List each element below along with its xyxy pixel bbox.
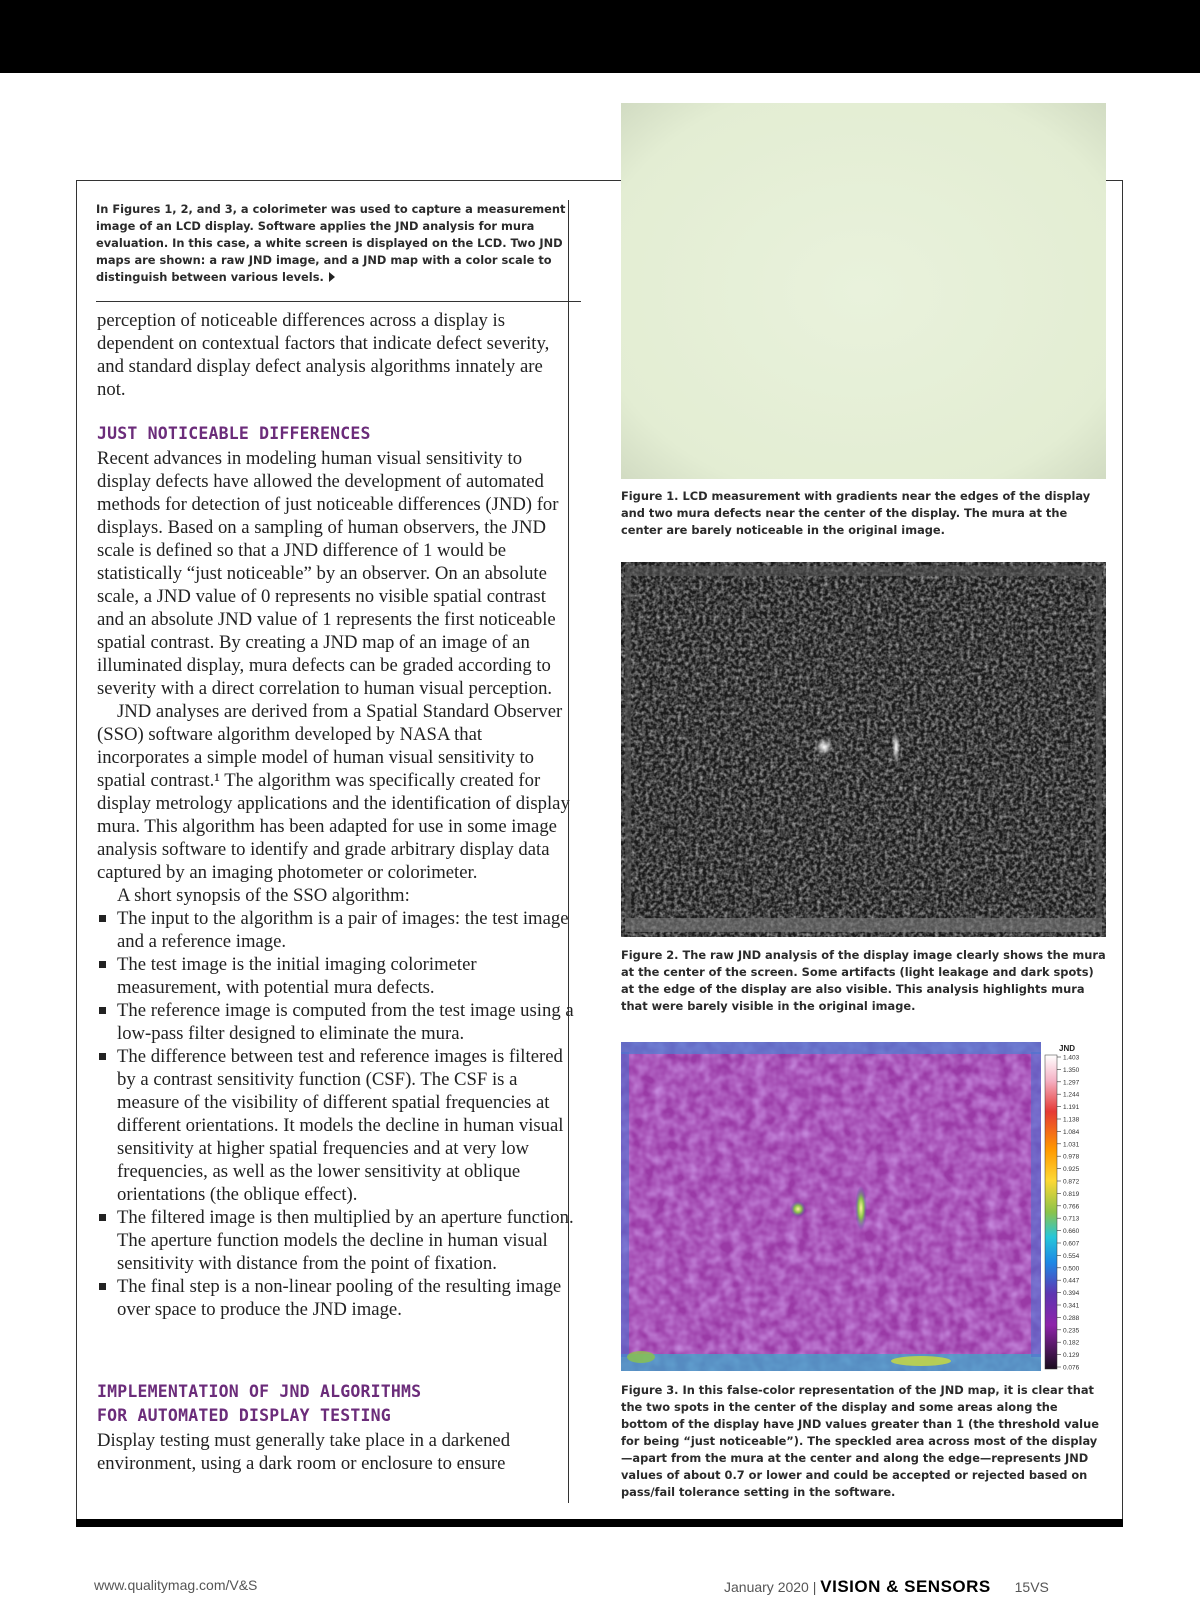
colorbar-tick-label: 0.182 bbox=[1063, 1339, 1080, 1347]
colorbar-tick-label: 0.925 bbox=[1063, 1166, 1080, 1174]
footer-brand: VISION & SENSORS bbox=[820, 1577, 991, 1596]
bottom-rule bbox=[76, 1519, 1123, 1527]
colorbar-tick-label: 0.766 bbox=[1063, 1203, 1080, 1211]
colorbar-tick-label: 1.244 bbox=[1063, 1091, 1080, 1099]
colorbar-tick-label: 0.554 bbox=[1063, 1252, 1080, 1260]
sso-steps-list bbox=[97, 907, 575, 1321]
figure-2-graphic bbox=[621, 562, 1106, 937]
list-item: The difference between test and reference images is filtered by a contrast sensitivity function (CSF). The CSF is a measure of the visibility of different spatial frequencies at different orientations. It models the decline in human visual sensitivity at higher spatial frequencies and at very low frequencies, as well as the lower sensitivity at oblique orientations (the oblique effect). bbox=[97, 1045, 575, 1206]
figure-3-graphic bbox=[621, 1042, 1106, 1371]
footer-date: January 2020 | bbox=[724, 1579, 817, 1595]
colorbar-tick-label: 0.819 bbox=[1063, 1190, 1080, 1198]
figure-1-graphic bbox=[621, 103, 1106, 479]
figure-3-jnd-color-map bbox=[621, 1042, 1106, 1371]
colorbar-tick-label: 0.288 bbox=[1063, 1314, 1080, 1322]
list-item: The input to the algorithm is a pair of images: the test image and a reference image. bbox=[97, 907, 575, 953]
section-jnd-body bbox=[97, 447, 575, 1321]
figure-2-raw-jnd-image bbox=[621, 562, 1106, 937]
caption-divider bbox=[96, 301, 581, 302]
intro-paragraph bbox=[97, 309, 575, 401]
paragraph: Display testing must generally take place in a darkened environment, using a dark room or enclosure to ensure bbox=[97, 1430, 511, 1474]
colorbar-tick-label: 1.138 bbox=[1063, 1116, 1080, 1124]
footer-page-number: 15VS bbox=[1014, 1579, 1049, 1595]
colorbar-tick-label: 0.235 bbox=[1063, 1327, 1080, 1335]
colorbar-tick-label: 0.447 bbox=[1063, 1277, 1080, 1285]
colorbar-tick-label: 1.084 bbox=[1063, 1128, 1080, 1136]
arrow-right-icon bbox=[329, 272, 335, 282]
colorbar-tick-label: 0.076 bbox=[1063, 1364, 1080, 1371]
colorbar-tick-label: 1.297 bbox=[1063, 1079, 1080, 1087]
paragraph: JND analyses are derived from a Spatial Standard Observer (SSO) software algorithm developed by NASA that incorporates a simple model of human visual sensitivity to spatial contrast.¹ The algorithm was specifically created for display metrology applications and the identification of display mura. This algorithm has been adapted for use in some image analysis software to identify and grade arbitrary display data captured by an imaging photometer or colorimeter. bbox=[97, 701, 570, 883]
figure-3-caption: Figure 3. In this false-color representation of the JND map, it is clear that the two spots in the center of the display and some areas along the bottom of the display have JND values greater than 1 (the threshold value for being “just noticeable”). The speckled area across most of the display—apart from the mura at the center and along the edge—represents JND values of about 0.7 or lower and could be accepted or rejected based on pass/fail tolerance setting in the software. bbox=[621, 1383, 1099, 1499]
colorbar-tick-label: 0.500 bbox=[1063, 1265, 1080, 1273]
colorbar bbox=[1045, 1055, 1057, 1369]
colorbar-tick-label: 0.394 bbox=[1063, 1290, 1080, 1298]
heading-line: FOR AUTOMATED DISPLAY TESTING bbox=[97, 1406, 391, 1425]
section-implementation-body bbox=[97, 1429, 575, 1475]
intro-caption-text: In Figures 1, 2, and 3, a colorimeter was used to capture a measurement image of an LCD display. Software applies the JND analysis for mura evaluation. In this case, a white screen is displayed on the LCD. Two JND maps are shown: a raw JND image, and a JND map with a color scale to distinguish between various levels. bbox=[96, 202, 566, 284]
list-item: The final step is a non-linear pooling of the resulting image over space to produce the JND image. bbox=[97, 1275, 575, 1321]
figure-1-caption: Figure 1. LCD measurement with gradients near the edges of the display and two mura defects near the center of the display. The mura at the center are barely noticeable in the original image. bbox=[621, 489, 1091, 537]
heading-line: IMPLEMENTATION OF JND ALGORITHMS bbox=[97, 1382, 422, 1401]
colorbar-tick-label: 0.607 bbox=[1063, 1240, 1080, 1248]
colorbar-tick-label: 0.872 bbox=[1063, 1178, 1080, 1186]
colorbar-tick-label: 1.403 bbox=[1063, 1054, 1080, 1062]
figure-2-caption: Figure 2. The raw JND analysis of the display image clearly shows the mura at the center of the screen. Some artifacts (light leakage and dark spots) at the edge of the display are also visible. This analysis highlights mura that were barely visible in the original image. bbox=[621, 948, 1106, 1013]
list-item: The test image is the initial imaging colorimeter measurement, with potential mura defects. bbox=[97, 953, 575, 999]
colorbar-tick-label: 1.031 bbox=[1063, 1141, 1080, 1149]
top-black-bar bbox=[0, 0, 1200, 73]
colorbar-tick-label: 0.129 bbox=[1063, 1352, 1080, 1360]
colorbar-tick-label: 0.341 bbox=[1063, 1302, 1080, 1310]
colorbar-title: JND bbox=[1059, 1044, 1076, 1053]
list-item: The filtered image is then multiplied by an aperture function. The aperture function models the decline in human visual sensitivity with distance from the point of fixation. bbox=[97, 1206, 575, 1275]
footer-issue bbox=[724, 1577, 1049, 1597]
colorbar-tick-label: 1.191 bbox=[1063, 1104, 1080, 1112]
intro-paragraph-text: perception of noticeable differences across a display is dependent on contextual factors that indicate defect severity, and standard display defect analysis algorithms innately are not. bbox=[97, 310, 550, 400]
paragraph: Recent advances in modeling human visual sensitivity to display defects have allowed the development of automated methods for detection of just noticeable differences (JND) for displays. Based on a sampling of human observers, the JND scale is defined so that a JND difference of 1 would be statistically “just noticeable” by an observer. On an absolute scale, a JND value of 0 represents no visible spatial contrast and an absolute JND value of 1 represents the first noticeable spatial contrast. By creating a JND map of an image of an illuminated display, mura defects can be graded according to severity with a direct correlation to human visual perception. bbox=[97, 448, 559, 699]
footer-url: www.qualitymag.com/V&S bbox=[94, 1577, 258, 1593]
section-heading-jnd: JUST NOTICEABLE DIFFERENCES bbox=[97, 424, 371, 443]
intro-figure-caption bbox=[96, 201, 566, 286]
colorbar-tick-label: 0.660 bbox=[1063, 1228, 1080, 1236]
colorbar-tick-label: 0.713 bbox=[1063, 1215, 1080, 1223]
list-item: The reference image is computed from the test image using a low-pass filter designed to eliminate the mura. bbox=[97, 999, 575, 1045]
colorbar-tick-label: 0.978 bbox=[1063, 1153, 1080, 1161]
colorbar-tick-label: 1.350 bbox=[1063, 1066, 1080, 1074]
section-heading-implementation bbox=[97, 1380, 421, 1428]
paragraph: A short synopsis of the SSO algorithm: bbox=[117, 885, 410, 906]
figure-1-lcd-image bbox=[621, 103, 1106, 479]
